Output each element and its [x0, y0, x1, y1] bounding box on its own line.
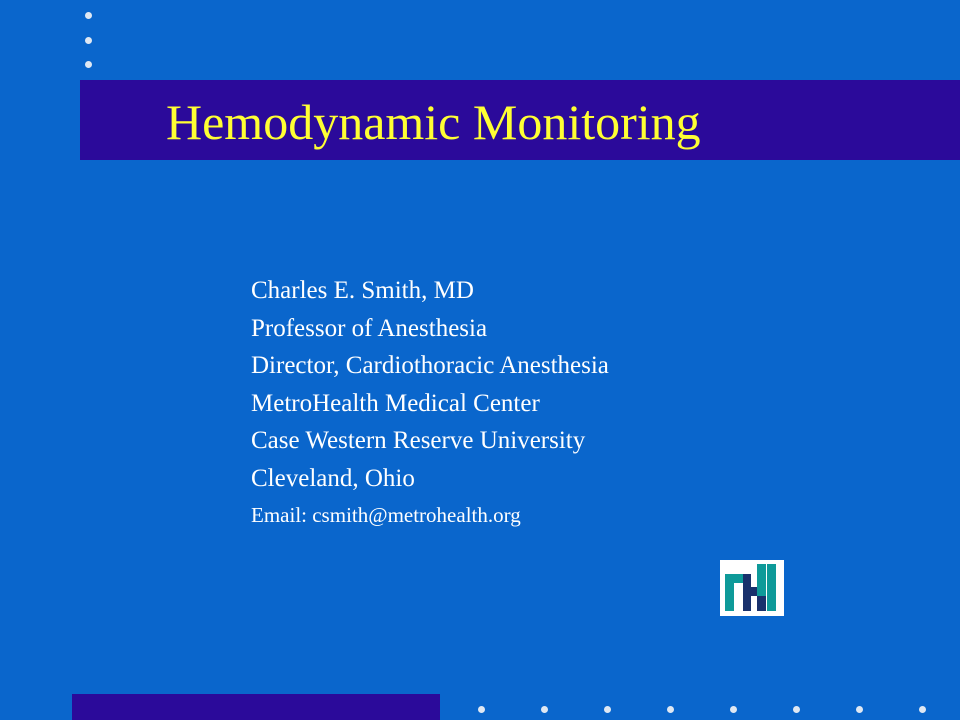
- author-block: [251, 272, 609, 530]
- decor-dot: [856, 706, 863, 713]
- decor-dot: [85, 12, 92, 19]
- decor-dot: [478, 706, 485, 713]
- author-university: Case Western Reserve University: [251, 427, 586, 454]
- author-location: Cleveland, Ohio: [251, 464, 415, 492]
- decor-dot: [919, 706, 926, 713]
- slide-title: Hemodynamic Monitoring: [166, 94, 701, 150]
- bottom-band: [72, 694, 440, 720]
- author-email: Email: csmith@metrohealth.org: [251, 503, 521, 527]
- decor-dot: [85, 61, 92, 68]
- decor-dot: [667, 706, 674, 713]
- decor-dot: [604, 706, 611, 713]
- author-position: Director, Cardiothoracic Anesthesia: [251, 352, 609, 379]
- author-name: Charles E. Smith, MD: [251, 277, 474, 304]
- decor-dot: [85, 37, 92, 44]
- decor-dot: [541, 706, 548, 713]
- decor-dot: [793, 706, 800, 713]
- metrohealth-mh-logo-icon: [720, 560, 784, 616]
- decor-dot: [730, 706, 737, 713]
- author-title: Professor of Anesthesia: [251, 314, 488, 342]
- author-institution: MetroHealth Medical Center: [251, 389, 540, 417]
